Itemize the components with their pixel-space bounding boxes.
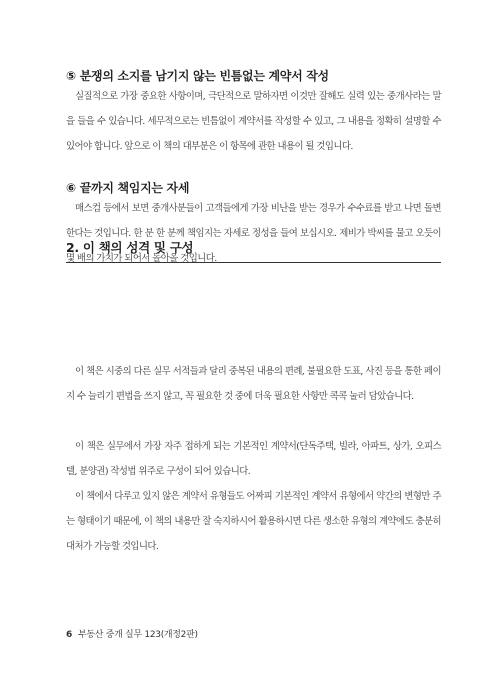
page-number: 6	[66, 630, 72, 640]
section-5-heading: ⑤ 분쟁의 소지를 남기지 않는 빈틈없는 계약서 작성	[66, 69, 329, 83]
section-6-paragraph: 매스컴 등에서 보면 중개사분들이 고객들에게 가장 비난을 받는 경우가 수수료를 받고 나면 돌변한다는 것입니다. 한 분 한 분께 책임지는 자세로 정성을 들여 보십시오. 제비가 박씨를 물고 오듯이 몇 배의 가치가 되어서 돌아올 것입니다.	[66, 203, 441, 264]
chapter-2-heading-block	[66, 234, 441, 263]
book-title: 부동산 중개 실무 123(개정2판)	[77, 630, 198, 640]
chapter-2-paragraph-1: 이 책은 시중의 다른 실무 서적들과 달리 중복된 내용의 편례, 불필요한 도표, 사진 등을 통한 페이지 수 늘리기 편법을 쓰지 않고, 꼭 필요한 것 중에 더욱 필요한 사항만 콕콕 눌러 담았습니다.	[66, 366, 441, 402]
page-footer	[66, 627, 198, 640]
chapter-2-paragraph-2: 이 책은 실무에서 가장 자주 접하게 되는 기본적인 계약서(단독주택, 빌라, 아파트, 상가, 오피스텔, 분양권) 작성법 위주로 구성이 되어 있습니다.	[66, 441, 441, 477]
chapter-2-paragraph-3: 이 책에서 다루고 있지 않은 계약서 유형들도 어짜피 기본적인 계약서 유형에서 약간의 변형만 주는 형태이기 때문에, 이 책의 내용만 잘 숙지하시어 활용하시면 다른 생소한 유형의 계약에도 충분히 대처가 가능할 것입니다.	[66, 491, 441, 552]
chapter-2-heading: 2. 이 책의 성격 및 구성	[66, 240, 194, 255]
section-6-heading: ⑥ 끝까지 책임지는 자세	[66, 181, 190, 195]
section-5-paragraph: 실질적으로 가장 중요한 사항이며, 극단적으로 말하자면 이것만 잘해도 실력 있는 중개사라는 말을 들을 수 있습니다. 세무적으로는 빈틈없이 계약서를 작성할 수 있고, 그 내용을 정확히 설명할 수 있어야 합니다. 앞으로 이 책의 대부분은 이 항목에 관한 내용이 될 것입니다.	[66, 91, 441, 152]
